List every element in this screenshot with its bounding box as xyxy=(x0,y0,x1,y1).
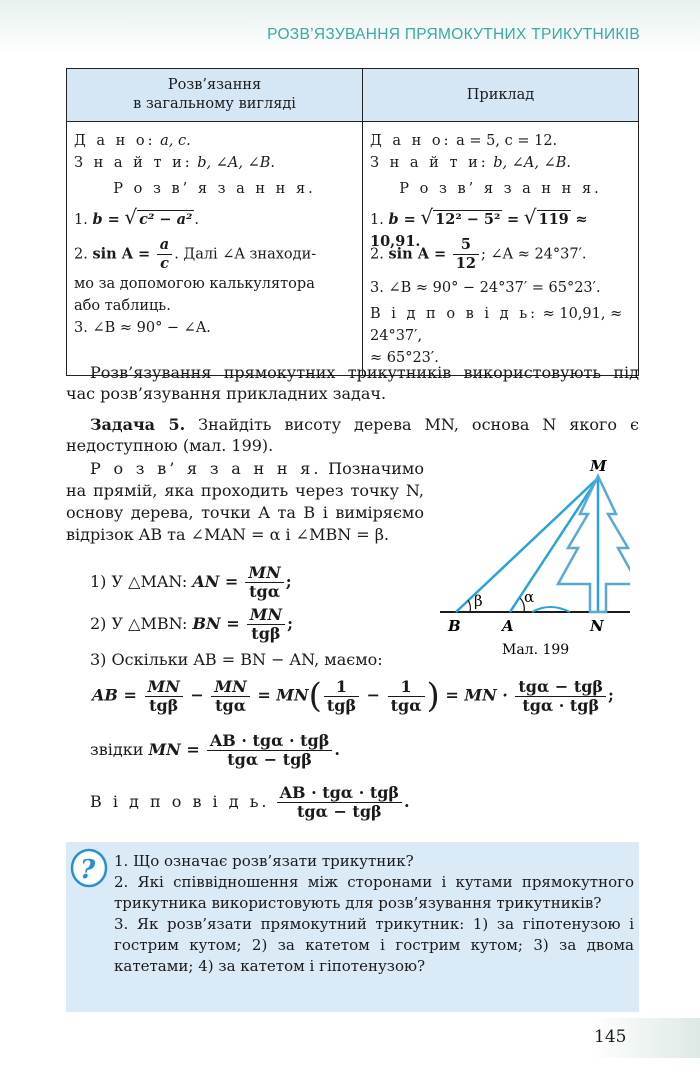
label-n: N xyxy=(590,617,604,635)
task-paragraph: Задача 5. Знайдіть висоту дерева MN, основа N якого є недоступною (мал. 199). xyxy=(66,415,639,455)
tree-icon xyxy=(558,476,630,612)
example-step-1: 1. b = √ 12² − 5² = √ 119 ≈ 10,91. xyxy=(370,205,588,250)
example-step-2: 2. sin A = $\frac{5}{12}$ ; ∠A ≈ 24°37′. xyxy=(370,236,587,272)
label-b: B xyxy=(448,617,461,635)
general-step-2: 2. sin A = $\frac{a}{c}$ . Далі ∠A знаходи- xyxy=(74,236,317,272)
task-step-2: 2) У △MBN: BN = $\frac{MN}{\text{tgβ}}$ ; xyxy=(90,605,293,643)
intro-paragraph: Розв’язування прямокутних трикутників використовують під час розв’язування прикладних задач. xyxy=(66,363,639,403)
question-item: 1. Що означає розв’язати трикутник? xyxy=(114,852,414,870)
figure-caption: Мал. 199 xyxy=(502,642,570,658)
svg-text:?: ? xyxy=(80,855,96,885)
questions-list xyxy=(114,851,634,977)
general-step-1: 1. b = √ c² − a² . xyxy=(74,205,199,229)
table-header-general: Розв’язання в загальному вигляді xyxy=(67,69,363,122)
table-cell-general: Д а н о: a, c. З н а й т и: b, ∠A, ∠B. Р о з в’ я з а н н я. 1. b = √ c² − a² . 2. sin A = $\frac{a}{c}$ . Далі ∠A знаходи- мо за допомогою калькулятора або таблиць. 3. ∠B ≈ 90° − ∠A. xyxy=(67,122,363,376)
angle-beta-arc xyxy=(468,600,470,612)
label-beta: β xyxy=(474,592,483,610)
task-whence-formula: звідки MN = $\frac{\text{AB · tgα · tgβ}}{\text{tgα − tgβ}}$ . xyxy=(90,731,340,769)
example-step-3: 3. ∠B ≈ 90° − 24°37′ = 65°23′. xyxy=(370,280,601,296)
running-head: РОЗВ’ЯЗУВАННЯ ПРЯМОКУТНИХ ТРИКУТНИКІВ xyxy=(267,26,640,43)
page-number-band xyxy=(590,1018,700,1058)
questions-box xyxy=(66,842,639,1012)
question-item: 3. Як розв’язати прямокутний трикутник: 1) за гіпотенузою і гострим кутом; 2) за катетом і гострим кутом; 3) за двома катетами; 4) за катетом і гіпотенузою? xyxy=(114,915,634,975)
task-answer: В і д п о в і д ь. $\frac{\text{AB · tgα · tgβ}}{\text{tgα − tgβ}}$ . xyxy=(90,783,410,821)
table-header-example: Приклад xyxy=(363,69,639,122)
task-step-3: 3) Оскільки AB = BN − AN, маємо: xyxy=(90,650,383,669)
solution-paragraph: Р о з в’ я з а н н я. Позначимо на прямій, яка проходить через точку N, основу дерева, точки A та B і виміряємо відрізок AB та ∠MAN = α і ∠MBN = β. xyxy=(66,459,425,544)
label-alpha: α xyxy=(524,588,535,606)
solution-table xyxy=(66,68,639,376)
task-step-1: 1) У △MAN: AN = $\frac{MN}{\text{tgα}}$ ; xyxy=(90,563,292,601)
label-a: A xyxy=(502,617,514,635)
table-cell-example: Д а н о: a = 5, c = 12. З н а й т и: b, ∠A, ∠B. Р о з в’ я з а н н я. 1. b = √ 12² − 5² = √ 119 ≈ 10,91. 2. sin A = $\frac{5}{12}$ ; ∠A ≈ 24°37′. 3. ∠B ≈ 90° − 24°37′ = 65°23′. В і д п о в і д ь: ≈ 10,91, ≈ 24°37′, ≈ 65°23′. xyxy=(363,122,639,376)
question-icon xyxy=(69,848,109,888)
page-number: 145 xyxy=(594,1027,627,1047)
task-big-formula: AB = $\frac{MN}{\text{tgβ}}$ − $\frac{MN}{\text{tgα}}$ = MN( $\frac{1}{\text{tgβ}}$ − $\frac{1}{\text{tgα}}$ ) = MN · $\frac{\text{tgα − tgβ}}{\text{tgα · tgβ}}$ ; xyxy=(92,676,614,716)
figure-199 xyxy=(440,456,630,666)
question-item: 2. Які співвідношення між сторонами і кутами прямокутного трикутника використовують для розв’язування трикутників? xyxy=(114,873,634,912)
label-m: M xyxy=(590,457,607,475)
task-title: Задача 5. xyxy=(90,415,186,434)
general-step-3: 3. ∠B ≈ 90° − ∠A. xyxy=(74,320,211,336)
example-answer: В і д п о в і д ь: ≈ 10,91, ≈ 24°37′, xyxy=(370,306,623,344)
